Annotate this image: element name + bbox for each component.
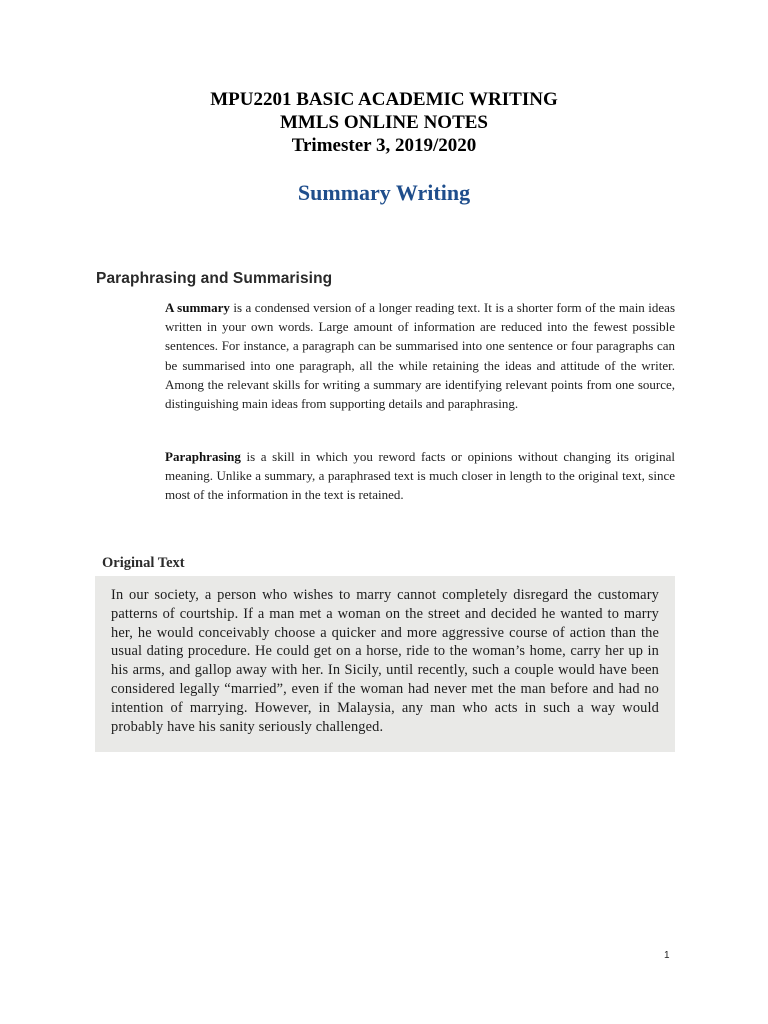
paraphrasing-text: is a skill in which you reword facts or opinions without changing its original meaning. Unlike a summary, a paraphrased text is much closer in length to the original text, since most of the information in the text is retained. <box>165 449 675 503</box>
summary-text: is a condensed version of a longer reading text. It is a shorter form of the main ideas written in your own words. Large amount of information are reduced into the fewest possible sentences. For instance, a paragraph can be summarised into one sentence or four paragraphs can be summarised into one paragraph, all the while retaining the ideas and attitude of the writer. Among the relevant skills for writing a summary are identifying relevant points from one source, distinguishing main ideas from supporting details and paraphrasing. <box>165 300 676 412</box>
page-number: 1 <box>664 950 670 961</box>
paraphrasing-term: Paraphrasing <box>165 449 241 464</box>
term-title: Trimester 3, 2019/2020 <box>291 135 477 156</box>
course-title: MPU2201 BASIC ACADEMIC WRITING <box>210 89 558 110</box>
paraphrasing-paragraph <box>165 447 675 505</box>
notes-title: MMLS ONLINE NOTES <box>280 112 488 133</box>
summary-term: A summary <box>165 300 230 315</box>
page-title: Summary Writing <box>297 180 471 205</box>
section-heading: Paraphrasing and Summarising <box>96 270 333 287</box>
original-text-body: In our society, a person who wishes to marry cannot completely disregard the customary patterns of courtship. If a man met a woman on the street and decided he wanted to marry her, he would conceivably choose a quicker and more aggressive course of action than the usual dating procedure. He could get on a horse, ride to the woman’s home, carry her up in his arms, and gallop away with her. In Sicily, until recently, such a couple would have been considered legally “married”, even if the woman had never met the man before and had no intention of marrying. However, in Malaysia, any man who acts in such a way would probably have his sanity seriously challenged. <box>111 587 659 735</box>
original-text-box <box>95 576 675 752</box>
summary-paragraph <box>165 298 675 413</box>
original-text-heading: Original Text <box>102 555 185 571</box>
document-header <box>0 88 768 157</box>
